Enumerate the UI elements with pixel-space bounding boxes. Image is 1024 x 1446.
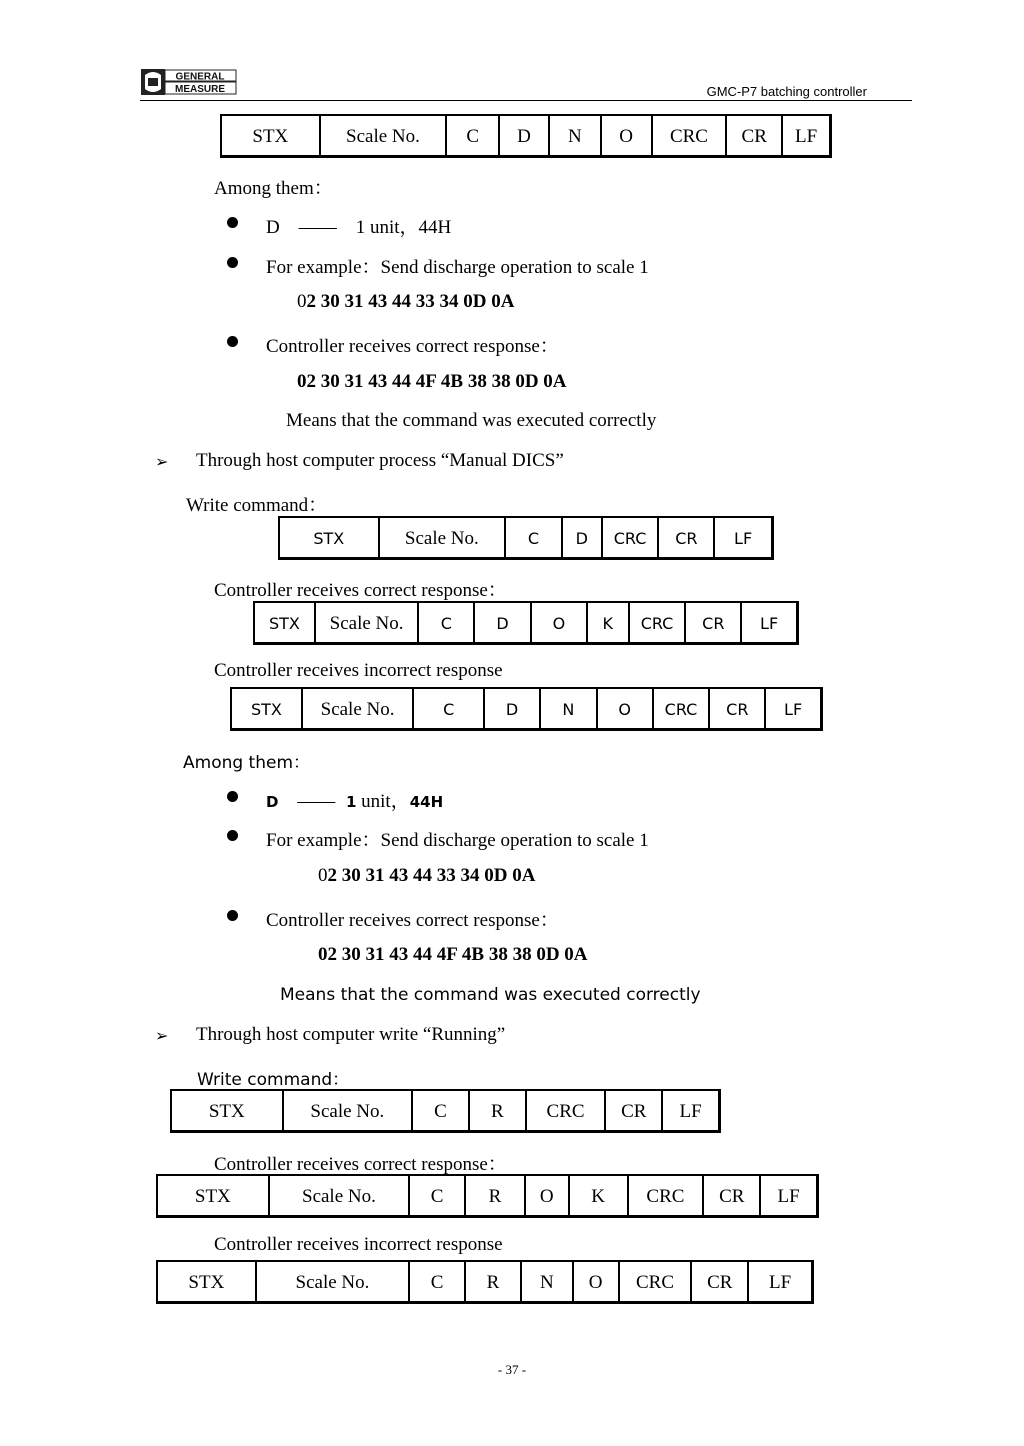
- write-command-label: Write command：: [186, 495, 328, 516]
- frame-cell: K: [570, 1176, 629, 1215]
- frame-write-command-manual-dics: [278, 516, 774, 560]
- hex-rest: 2 30 31 43 44 33 34 0D 0A: [306, 291, 515, 312]
- frame-cell: Scale No.: [284, 1091, 414, 1130]
- hex-reply-example: 02 30 31 43 44 4F 4B 38 38 0D 0A: [318, 944, 588, 965]
- frame-cell: STX: [255, 603, 316, 642]
- means-text: Means that the command was executed correctly: [286, 410, 657, 431]
- among-them-label: Among them：: [183, 753, 311, 773]
- bullet-icon: [227, 257, 238, 268]
- frame-cell: CR: [727, 116, 783, 155]
- bullet-text: D —— 1 unit，44H: [266, 217, 452, 238]
- frame-cell: Scale No.: [321, 116, 448, 155]
- bullet-icon: [227, 830, 238, 841]
- frame-cell: O: [598, 689, 654, 728]
- frame-cell: Scale No.: [380, 518, 506, 557]
- frame-cell: O: [526, 1176, 570, 1215]
- frame-cell: STX: [158, 1262, 257, 1301]
- hex-send-example: [318, 865, 535, 887]
- frame-cell: CR: [659, 518, 715, 557]
- bullet-d: D: [266, 793, 279, 811]
- frame-cell: LF: [742, 603, 799, 642]
- doc-title: GMC-P7 batching controller: [706, 84, 867, 99]
- frame-cell: Scale No.: [257, 1262, 411, 1301]
- correct-response-label: Controller receives correct response：: [214, 580, 507, 601]
- frame-cell: CR: [692, 1262, 749, 1301]
- frame-correct-response-manual-dics: [253, 601, 799, 645]
- bullet-hex: 44H: [409, 793, 444, 811]
- frame-cell: Scale No.: [303, 689, 415, 728]
- frame-cell: LF: [783, 116, 832, 155]
- bullet-text: Controller receives correct response：: [266, 910, 559, 931]
- frame-cell: CRC: [629, 1176, 705, 1215]
- hex-prefix: 0: [318, 865, 328, 886]
- means-text: Means that the command was executed correctly: [280, 985, 701, 1005]
- hex-reply-example: 02 30 31 43 44 4F 4B 38 38 0D 0A: [297, 371, 567, 392]
- frame-cell: R: [470, 1091, 527, 1130]
- frame-cell: CRC: [527, 1091, 607, 1130]
- logo-line1: GENERAL: [175, 71, 225, 83]
- frame-cell: CRC: [603, 518, 660, 557]
- frame-cell: N: [522, 1262, 574, 1301]
- bullet-one: 1: [345, 793, 357, 811]
- frame-write-command-running: [170, 1089, 721, 1133]
- frame-cell: D: [475, 603, 532, 642]
- frame-incorrect-response-discharge: [220, 114, 832, 158]
- bullet-text: [266, 786, 443, 813]
- frame-correct-response-running: [156, 1174, 819, 1218]
- bullet-icon: [227, 910, 238, 921]
- frame-incorrect-response-manual-dics: [230, 687, 823, 731]
- arrow-bullet-icon: ➢: [155, 1026, 169, 1045]
- frame-cell: CR: [606, 1091, 663, 1130]
- frame-cell: C: [447, 116, 500, 155]
- frame-cell: C: [419, 603, 475, 642]
- write-command-label: Write command：: [197, 1070, 350, 1090]
- hex-prefix: 0: [297, 291, 307, 312]
- bullet-icon: [227, 336, 238, 347]
- frame-cell: CR: [704, 1176, 761, 1215]
- bullet-icon: [227, 217, 238, 228]
- bullet-icon: [227, 791, 238, 802]
- incorrect-response-label: Controller receives incorrect response: [214, 1234, 503, 1255]
- frame-cell: D: [485, 689, 541, 728]
- frame-cell: K: [588, 603, 630, 642]
- frame-cell: CRC: [654, 689, 711, 728]
- frame-cell: LF: [663, 1091, 721, 1130]
- incorrect-response-label: Controller receives incorrect response: [214, 660, 503, 681]
- frame-cell: C: [410, 1262, 466, 1301]
- frame-cell: R: [466, 1176, 526, 1215]
- hex-rest: 2 30 31 43 44 33 34 0D 0A: [327, 865, 536, 886]
- frame-incorrect-response-running: [156, 1260, 814, 1304]
- frame-cell: STX: [232, 689, 303, 728]
- frame-cell: D: [500, 116, 550, 155]
- frame-cell: STX: [280, 518, 380, 557]
- logo-emblem-icon: [141, 69, 237, 95]
- among-them-label: Among them：: [214, 178, 333, 199]
- hex-send-example: [297, 291, 514, 313]
- frame-cell: LF: [749, 1262, 814, 1301]
- section-heading: Through host computer process “Manual DICS”: [196, 450, 564, 471]
- frame-cell: STX: [172, 1091, 284, 1130]
- frame-cell: STX: [158, 1176, 270, 1215]
- frame-cell: C: [413, 1091, 470, 1130]
- page-number: - 37 -: [497, 1362, 527, 1377]
- frame-cell: C: [506, 518, 563, 557]
- company-logo: [141, 69, 237, 95]
- frame-cell: C: [410, 1176, 466, 1215]
- bullet-text: Controller receives correct response：: [266, 336, 559, 357]
- correct-response-label: Controller receives correct response：: [214, 1154, 507, 1175]
- arrow-bullet-icon: ➢: [155, 452, 169, 471]
- frame-cell: D: [563, 518, 603, 557]
- frame-cell: N: [550, 116, 602, 155]
- frame-cell: O: [574, 1262, 620, 1301]
- header-divider: [140, 100, 912, 101]
- logo-line2: MEASURE: [174, 84, 226, 95]
- frame-cell: CRC: [630, 603, 687, 642]
- frame-cell: CRC: [620, 1262, 693, 1301]
- frame-cell: O: [532, 603, 588, 642]
- bullet-text: For example：Send discharge operation to scale 1: [266, 257, 649, 278]
- frame-cell: LF: [715, 518, 774, 557]
- bullet-text: For example：Send discharge operation to scale 1: [266, 830, 649, 851]
- frame-cell: Scale No.: [270, 1176, 411, 1215]
- bullet-unit: unit，: [356, 791, 410, 812]
- frame-cell: C: [414, 689, 485, 728]
- bullet-dash: ——: [297, 791, 336, 812]
- frame-cell: LF: [761, 1176, 819, 1215]
- frame-cell: O: [602, 116, 653, 155]
- frame-cell: CR: [710, 689, 766, 728]
- frame-cell: LF: [766, 689, 823, 728]
- frame-cell: CRC: [653, 116, 728, 155]
- frame-cell: CR: [686, 603, 742, 642]
- frame-cell: R: [466, 1262, 522, 1301]
- frame-cell: N: [541, 689, 598, 728]
- section-heading: Through host computer write “Running”: [196, 1024, 506, 1045]
- frame-cell: STX: [222, 116, 321, 155]
- frame-cell: Scale No.: [316, 603, 420, 642]
